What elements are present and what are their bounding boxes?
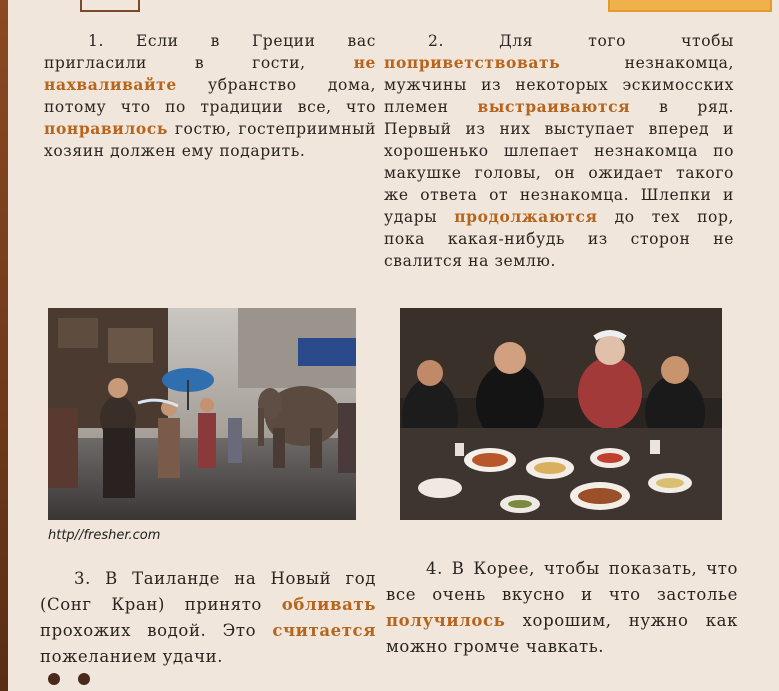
paragraph-2-eskimo [384,30,734,272]
thailand-photo-illustration [48,308,356,520]
p1-text: убранство дома, потому что по традиции все, что [44,76,376,116]
textbook-page [8,0,779,691]
thailand-songkran-photo [48,308,356,520]
p3-text: прохожих водой. Это [40,621,273,640]
page-dots-decoration [48,670,108,689]
dot-bullet [78,673,90,685]
dot-bullet [48,673,60,685]
p4-highlight-1: получилось [386,611,506,630]
korea-photo-illustration [400,308,722,520]
p2-text: до тех пор, пока какая-нибудь из сторон не свалится на землю. [384,208,734,270]
p2-text: 2. Для того чтобы [428,32,734,50]
p2-highlight-1: поприветствовать [384,53,561,72]
p2-text: в ряд. Первый из них выступает вперед и хорошенько шлепает незнакомца по макушке головы, он ожидает такого же ответа от незнакомца. Шлепки и удары [384,98,734,226]
p2-highlight-2: выстраиваются [477,97,631,116]
book-spine-edge [0,0,8,691]
header-icon-stub [80,0,140,12]
p1-text: 1. Если в Греции вас пригласили в гости, [44,32,376,72]
p3-text: пожеланием удачи. [40,647,224,666]
p3-highlight-1: обливать [281,595,376,614]
paragraph-3-thailand [40,566,376,670]
p3-highlight-2: считается [272,621,376,640]
p3-text: 3. В Таиланде на Новый год (Сонг Кран) принято [40,569,376,614]
p1-highlight-1: не нахваливайте [44,53,376,94]
p1-highlight-2: понравилось [44,119,169,138]
p4-text: хорошим, нужно как можно громче чавкать. [386,611,738,656]
p1-text: гостю, гостеприимный хозяин должен ему подарить. [44,120,376,160]
header-tab-stub [608,0,772,12]
p4-text: 4. В Корее, чтобы показать, что все очень вкусно и что застолье [386,559,738,604]
p2-text: незнакомца, мужчины из некоторых эскимосских племен [384,54,734,116]
paragraph-4-korea [386,556,738,660]
paragraph-1-greece [44,30,376,162]
photo-credit: http//fresher.com [48,528,161,543]
korea-dinner-photo [400,308,722,520]
p2-highlight-3: продолжаются [454,207,598,226]
